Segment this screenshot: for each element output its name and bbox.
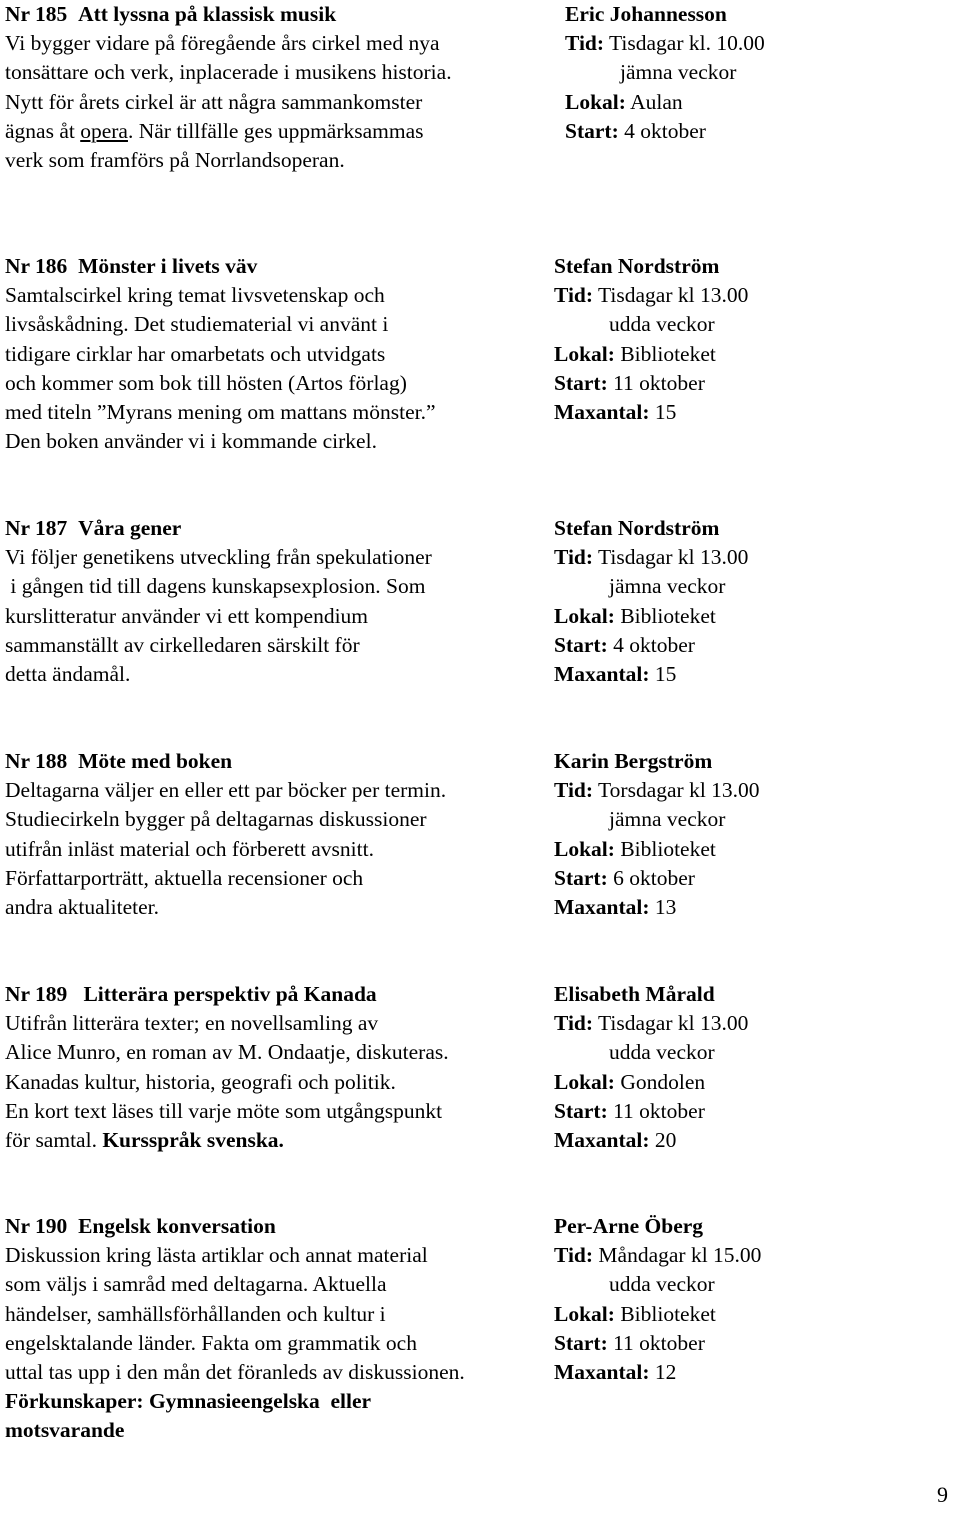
description-line: En kort text läses till varje möte som utgångspunkt [5, 1098, 443, 1123]
max-label: Maxantal: [554, 1127, 650, 1152]
course-frequency: udda veckor [609, 1040, 715, 1065]
time-label: Tid: [554, 283, 594, 308]
start-label: Start: [554, 370, 608, 395]
description-line: Utifrån litterära texter; en novellsamling av [5, 1011, 379, 1036]
course-title: Litterära perspektiv på Kanada [83, 982, 377, 1006]
course-description [5, 747, 446, 922]
start-label: Start: [554, 1330, 608, 1355]
description-line: Den boken använder vi i kommande cirkel. [5, 429, 377, 454]
location-value: Biblioteket [620, 836, 716, 861]
page-number: 9 [937, 1482, 948, 1507]
max-label: Maxantal: [554, 1359, 650, 1384]
course-title-line [5, 747, 446, 776]
course-details [554, 1212, 761, 1387]
location-value: Biblioteket [620, 341, 716, 366]
description-line: verk som framförs på Norrlandsoperan. [5, 147, 345, 172]
location-value: Aulan [630, 89, 683, 114]
description-line [5, 1126, 449, 1155]
course-number: Nr 186 [5, 254, 68, 278]
description-line: Kanadas kultur, historia, geografi och politik. [5, 1069, 396, 1094]
description-line: Samtalscirkel kring temat livsvetenskap och [5, 283, 385, 308]
location-label: Lokal: [554, 1301, 615, 1326]
course-location [554, 1300, 761, 1329]
course-title: Engelsk konversation [78, 1214, 276, 1238]
max-label: Maxantal: [554, 399, 650, 424]
location-label: Lokal: [554, 341, 615, 366]
course-time [554, 543, 748, 572]
max-label: Maxantal: [554, 661, 650, 686]
start-value: 11 oktober [613, 1098, 705, 1123]
course-leader: Stefan Nordström [554, 254, 720, 278]
description-line: uttal tas upp i den mån det föranleds av diskussionen. [5, 1359, 465, 1384]
start-label: Start: [554, 1098, 608, 1123]
course-details [565, 0, 765, 146]
course-number: Nr 190 [5, 1214, 68, 1238]
location-label: Lokal: [565, 89, 626, 114]
description-text: . När tillfälle ges uppmärksammas [127, 118, 424, 143]
course-start [554, 369, 748, 398]
time-value: Måndagar kl 15.00 [598, 1243, 762, 1268]
course-time [565, 29, 765, 58]
course-leader: Elisabeth Mårald [554, 982, 715, 1006]
course-max [554, 398, 748, 427]
course-frequency: udda veckor [609, 312, 715, 337]
course-time [554, 281, 748, 310]
course-frequency: jämna veckor [609, 807, 726, 832]
course-details [554, 980, 748, 1155]
description-line: i gången tid till dagens kunskapsexplosion. Som [5, 574, 426, 599]
start-label: Start: [565, 118, 619, 143]
time-value: Tisdagar kl 13.00 [598, 283, 749, 308]
description-line: tidigare cirklar har omarbetats och utvidgats [5, 341, 386, 366]
max-value: 15 [654, 399, 677, 424]
prerequisites-line: Förkunskaper: Gymnasieengelska eller [5, 1389, 372, 1414]
course-location [554, 602, 748, 631]
course-number: Nr 188 [5, 749, 68, 773]
course-frequency: jämna veckor [609, 574, 726, 599]
course-max [554, 1358, 761, 1387]
description-line: Alice Munro, en roman av M. Ondaatje, diskuteras. [5, 1040, 449, 1065]
course-start [554, 1329, 761, 1358]
course-start [554, 631, 748, 660]
course-title: Möte med boken [78, 749, 233, 773]
opera-link[interactable]: opera [80, 118, 128, 143]
description-text: för samtal. [5, 1127, 103, 1152]
course-max [554, 893, 760, 922]
course-leader: Stefan Nordström [554, 516, 720, 540]
time-label: Tid: [554, 778, 594, 803]
description-line: sammanställt av cirkelledaren särskilt för [5, 632, 360, 657]
time-value: Tisdagar kl 13.00 [598, 545, 749, 570]
time-label: Tid: [565, 31, 605, 56]
course-description [5, 1212, 465, 1446]
description-line: som väljs i samråd med deltagarna. Aktuella [5, 1272, 387, 1297]
description-line: utifrån inläst material och förberett avsnitt. [5, 836, 374, 861]
max-value: 12 [654, 1359, 677, 1384]
course-title: Att lyssna på klassisk musik [78, 2, 337, 26]
description-line: Nytt för årets cirkel är att några sammankomster [5, 89, 423, 114]
max-value: 15 [654, 661, 677, 686]
course-details [554, 514, 748, 689]
course-language-note: Kursspråk svenska. [102, 1127, 284, 1152]
course-details [554, 252, 748, 427]
course-title-line [5, 514, 432, 543]
description-line: Studiecirkeln bygger på deltagarnas diskussioner [5, 807, 427, 832]
start-value: 11 oktober [613, 370, 705, 395]
time-label: Tid: [554, 545, 594, 570]
description-line: med titeln ”Myrans mening om mattans mönster.” [5, 399, 436, 424]
description-text: ägnas åt [5, 118, 81, 143]
location-value: Gondolen [620, 1069, 706, 1094]
description-line: engelsktalande länder. Fakta om grammatik och [5, 1330, 417, 1355]
course-title-line [5, 0, 452, 29]
course-max [554, 1126, 748, 1155]
prerequisites-line: motsvarande [5, 1418, 125, 1443]
location-value: Biblioteket [620, 603, 716, 628]
description-line: andra aktualiteter. [5, 894, 160, 919]
course-location [554, 835, 760, 864]
max-value: 13 [654, 894, 677, 919]
course-location [554, 1068, 748, 1097]
course-number: Nr 185 [5, 2, 68, 26]
location-value: Biblioteket [620, 1301, 716, 1326]
description-line: Vi bygger vidare på föregående års cirkel med nya [5, 31, 440, 56]
start-value: 4 oktober [613, 632, 695, 657]
course-time [554, 776, 760, 805]
start-label: Start: [554, 865, 608, 890]
start-value: 6 oktober [613, 865, 695, 890]
time-value: Torsdagar kl 13.00 [598, 778, 760, 803]
course-title-line [5, 980, 449, 1009]
start-value: 4 oktober [624, 118, 706, 143]
course-frequency: udda veckor [609, 1272, 715, 1297]
course-location [554, 340, 748, 369]
course-frequency: jämna veckor [620, 60, 737, 85]
course-description [5, 980, 449, 1155]
time-label: Tid: [554, 1243, 594, 1268]
max-label: Maxantal: [554, 894, 650, 919]
course-time [554, 1241, 761, 1270]
course-start [554, 864, 760, 893]
description-line: tonsättare och verk, inplacerade i musikens historia. [5, 60, 452, 85]
location-label: Lokal: [554, 836, 615, 861]
description-line: Vi följer genetikens utveckling från spekulationer [5, 545, 432, 570]
description-line: Diskussion kring lästa artiklar och annat material [5, 1243, 428, 1268]
time-value: Tisdagar kl 13.00 [598, 1011, 749, 1036]
description-line: och kommer som bok till hösten (Artos förlag) [5, 370, 407, 395]
description-line [5, 117, 452, 146]
course-start [565, 117, 765, 146]
course-title: Våra gener [78, 516, 182, 540]
location-label: Lokal: [554, 1069, 615, 1094]
time-value: Tisdagar kl. 10.00 [609, 31, 765, 56]
course-max [554, 660, 748, 689]
course-start [554, 1097, 748, 1126]
course-number: Nr 189 [5, 982, 68, 1006]
course-description [5, 252, 436, 456]
course-leader: Per-Arne Öberg [554, 1214, 704, 1238]
course-time [554, 1009, 748, 1038]
description-line: Författarporträtt, aktuella recensioner och [5, 865, 364, 890]
max-value: 20 [654, 1127, 677, 1152]
description-line: kurslitteratur använder vi ett kompendium [5, 603, 369, 628]
description-line: händelser, samhällsförhållanden och kultur i [5, 1301, 386, 1326]
start-label: Start: [554, 632, 608, 657]
course-title: Mönster i livets väv [78, 254, 258, 278]
description-line: Deltagarna väljer en eller ett par böcker per termin. [5, 778, 447, 803]
course-details [554, 747, 760, 922]
time-label: Tid: [554, 1011, 594, 1036]
course-description [5, 514, 432, 689]
course-leader: Eric Johannesson [565, 2, 727, 26]
course-location [565, 88, 765, 117]
course-title-line [5, 1212, 465, 1241]
course-leader: Karin Bergström [554, 749, 713, 773]
description-line: detta ändamål. [5, 661, 131, 686]
description-line: livsåskådning. Det studiematerial vi använt i [5, 312, 389, 337]
course-title-line [5, 252, 436, 281]
course-number: Nr 187 [5, 516, 68, 540]
course-description [5, 0, 452, 175]
start-value: 11 oktober [613, 1330, 705, 1355]
location-label: Lokal: [554, 603, 615, 628]
